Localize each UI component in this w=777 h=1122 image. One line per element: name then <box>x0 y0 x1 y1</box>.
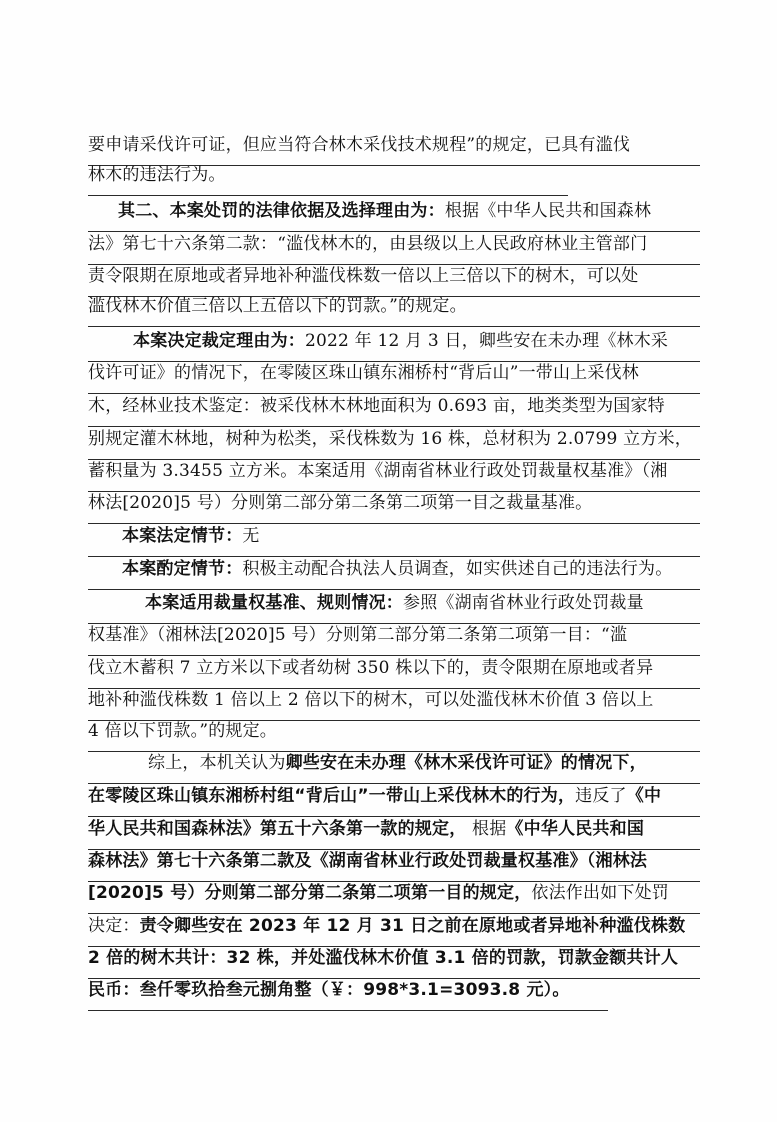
text-span: 伐许可证》的情况下，在零陵区珠山镇东湘桥村“背后山”一带山上采伐林 <box>88 363 639 383</box>
text-span: 综上，本机关认为 <box>148 753 286 773</box>
para1-line <box>88 158 568 196</box>
bold-span: 华人民共和国森林法》第五十六条第一款的规定， <box>88 819 467 839</box>
text-span: 责令限期在原地或者异地补种滥伐株数一倍以上三倍以下的树木，可以处 <box>88 266 639 286</box>
text-span: 滥伐林木价值三倍以上五倍以下的罚款。”的规定。 <box>88 296 467 316</box>
bold-span: 2 倍的树木共计：32 株，并处滥伐林木价值 3.1 倍的罚款，罚款金额共计人 <box>88 948 679 968</box>
text-span: 无 <box>242 526 260 546</box>
para7-line <box>88 973 608 1011</box>
text-span: 参照《湖南省林业行政处罚裁量 <box>403 593 644 613</box>
text-span: 4 倍以下罚款。”的规定。 <box>88 721 278 741</box>
para5-line <box>88 552 700 590</box>
text-span: 林木的违法行为。 <box>88 165 226 185</box>
bold-span: 森林法》第七十六条第二款及《湖南省林业行政处罚裁量权基准》（湘林法 <box>88 851 648 871</box>
text-span: 地补种滥伐株数 1 倍以上 2 倍以下的树木，可以处滥伐林木价值 3 倍以上 <box>88 690 654 710</box>
bold-span: 在零陵区珠山镇东湘桥村组“背后山”一带山上采伐林木的行为， <box>88 786 576 806</box>
text-span: 根据 <box>466 819 507 839</box>
text-span: 要申请采伐许可证，但应当符合林木采伐技术规程”的规定，已具有滥伐 <box>88 135 631 155</box>
text-span: 决定： <box>88 916 140 936</box>
bold-span: 《中 <box>626 786 662 806</box>
text-span: 木，经林业技术鉴定：被采伐林木林地面积为 0.693 亩，地类类型为国家特 <box>88 396 665 416</box>
bold-span: 民币：叁仟零玖拾叁元捌角整（￥：998*3.1=3093.8 元）。 <box>88 980 570 1000</box>
para2-line <box>88 289 700 327</box>
text-span: 依法作出如下处罚 <box>531 883 670 903</box>
text-span: 法》第七十六条第二款：“滥伐林木的，由县级以上人民政府林业主管部门 <box>88 234 648 254</box>
text-span: 根据《中华人民共和国森林 <box>444 201 652 221</box>
paragraph-lead: 本案酌定情节： <box>122 559 243 579</box>
text-span: 2022 年 12 月 3 日，卿些安在未办理《林木采 <box>305 331 669 351</box>
text-span: 林法[2020]5 号）分则第二部分第二条第二项第一目之裁量基准。 <box>88 493 593 513</box>
text-span: 别规定灌木林地，树种为松类，采伐株数为 16 株，总材积为 2.0799 立方米， <box>88 429 692 449</box>
text-span: 蓄积量为 3.3455 立方米。本案适用《湖南省林业行政处罚裁量权基准》（湘 <box>88 461 668 481</box>
paragraph-lead: 本案决定裁定理由为： <box>133 331 305 351</box>
text-span: 积极主动配合执法人员调查，如实供述自己的违法行为。 <box>242 559 673 579</box>
bold-span: 责令卿些安在 2023 年 12 月 31 日之前在原地或者异地补种滥伐株数 <box>139 916 686 936</box>
paragraph-lead: 其二、本案处罚的法律依据及选择理由为： <box>118 201 445 221</box>
paragraph-lead: 本案适用裁量权基准、规则情况： <box>145 593 403 613</box>
bold-span: 卿些安在未办理《林木采伐许可证》的情况下， <box>285 753 647 773</box>
text-span: 权基准》（湘林法[2020]5 号）分则第二部分第二条第二项第一目：“滥 <box>88 625 628 645</box>
text-span: 伐立木蓄积 7 立方米以下或者幼树 350 株以下的，责令限期在原地或者异 <box>88 658 654 678</box>
paragraph-lead: 本案法定情节： <box>122 526 243 546</box>
bold-span: 《中华人民共和国 <box>506 819 645 839</box>
text-span: 违反了 <box>575 786 627 806</box>
bold-span: [2020]5 号）分则第二部分第二条第二项第一目的规定， <box>88 883 532 903</box>
